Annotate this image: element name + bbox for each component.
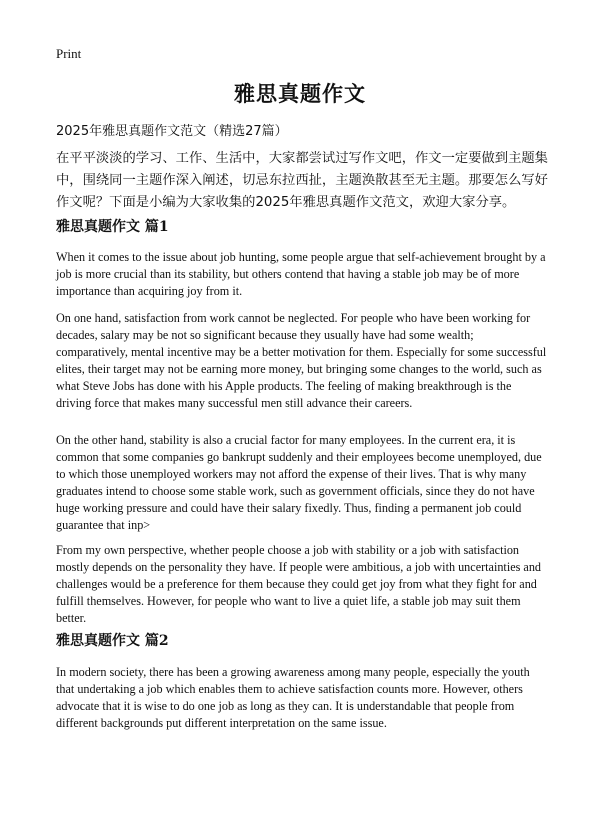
page-title: 雅思真题作文 <box>234 82 366 106</box>
section-heading-1: 雅思真题作文 篇1 <box>56 219 169 235</box>
paragraph: In modern society, there has been a growing awareness among many people, especially the youth that undertaking a job which enables them to achieve satisfaction counts more. However, others advocate that it is wise to do one job as long as they can. It is understandable that people from different backgrounds put different interpretation on the same issue. <box>56 665 530 730</box>
paragraph: On one hand, satisfaction from work cannot be neglected. For people who have been working for decades, salary may be not so significant because they usually have had some wealth; comparatively, mental incentive may be a better motivation for them. Especially for some successful elites, their target may not be earning more money, but bringing some changes to the world, such as what Steve Jobs has done with his Apple products. The feeling of making breakthrough is the driving force that makes many successful men still advance their careers. <box>56 311 547 410</box>
paragraph: On the other hand, stability is also a crucial factor for many employees. In the current era, it is common that some companies go bankrupt suddenly and their employees become unemployed, due to which those unemployed workers may not afford the expense of their lives. That is why many graduates intend to choose some stable work, such as government officials, since they do not have huge working pressure and could have their salary fixedly. Thus, finding a permanent job could guarantee that inp> <box>56 433 542 532</box>
article-subtitle: 2025年雅思真题作文范文（精选27篇） <box>56 124 288 139</box>
paragraph: From my own perspective, whether people choose a job with stability or a job with satisfaction mostly depends on the personality they have. If people were ambitious, a job with uncertainties and challenges would be a preference for them because they could get joy from what they fight for and fulfill themselves. However, for people who want to live a quiet life, a stable job may suit them better. <box>56 543 542 625</box>
print-link[interactable]: Print <box>56 46 82 61</box>
intro-paragraph: 在平平淡淡的学习、工作、生活中，大家都尝试过写作文吧，作文一定要做到主题集中，围绕同一主题作深入阐述，切忌东拉西扯，主题涣散甚至无主题。那要怎么写好作文呢？下面是小编为大家收集的2025年雅思真题作文范文，欢迎大家分享。 <box>56 151 548 210</box>
paragraph: When it comes to the issue about job hunting, some people argue that self-achievement brought by a job is more crucial than its stability, but others contend that having a stable job may be of more importance than acquiring joy from it. <box>56 250 546 298</box>
section-heading-2: 雅思真题作文 篇2 <box>56 633 169 649</box>
